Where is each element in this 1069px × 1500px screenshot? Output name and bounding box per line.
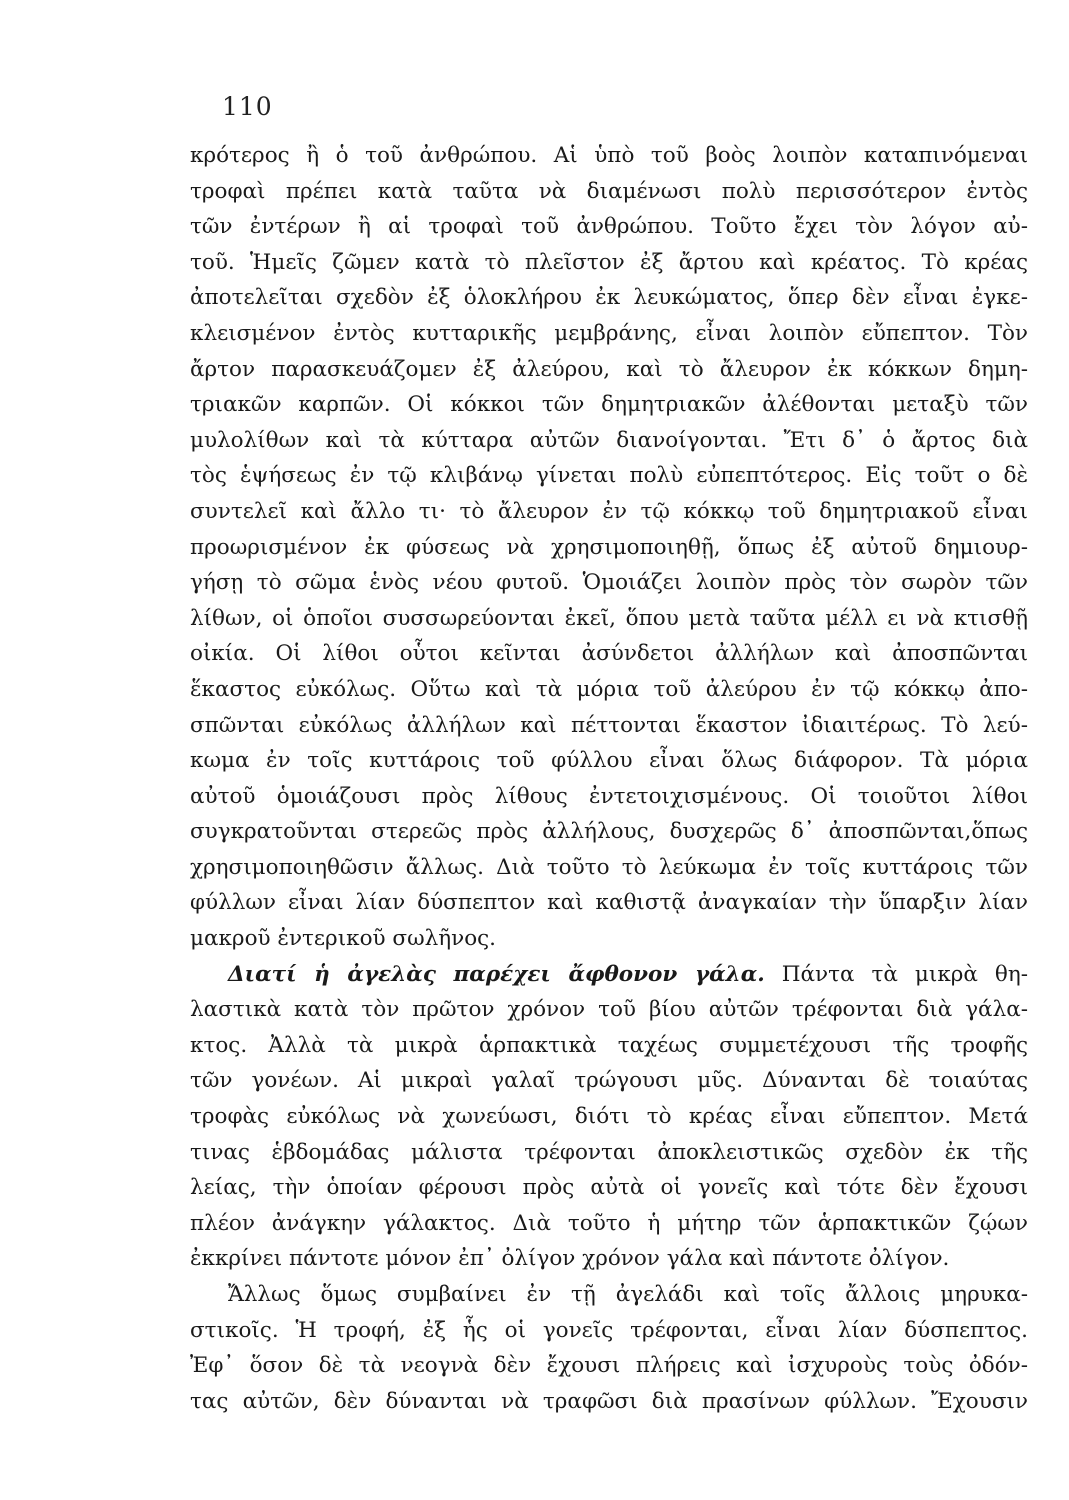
text-line: λαστικὰ κατὰ τὸν πρῶτον χρόνον τοῦ βίου αὐτῶν τρέφονται διὰ γάλα- — [190, 997, 1028, 1023]
text-line: κλεισμένον ἐντὸς κυτταρικῆς μεμβράνης, εἶναι λοιπὸν εὔπεπτον. Τὸν — [190, 320, 1028, 346]
text-line: λείας, τὴν ὁποίαν φέρουσι πρὸς αὐτὰ οἱ γονεῖς καὶ τότε δὲν ἔχουσι — [190, 1175, 1028, 1201]
text-line: γήσῃ τὸ σῶμα ἑνὸς νέου φυτοῦ. Ὁμοιάζει λοιπὸν πρὸς τὸν σωρὸν τῶν — [190, 570, 1028, 596]
text-line: μυλολίθων καὶ τὰ κύτταρα αὐτῶν διανοίγονται. Ἔτι δ᾽ ὁ ἄρτος διὰ — [190, 427, 1028, 453]
text-line: τοῦ. Ἡμεῖς ζῶμεν κατὰ τὸ πλεῖστον ἐξ ἄρτου καὶ κρέατος. Τὸ κρέας — [190, 249, 1028, 275]
text-line: οἰκία. Οἱ λίθοι οὗτοι κεῖνται ἀσύνδετοι ἀλλήλων καὶ ἀποσπῶνται — [190, 641, 1028, 667]
text-line: σπῶνται εὐκόλως ἀλλήλων καὶ πέττονται ἕκαστον ἰδιαιτέρως. Τὸ λεύ- — [190, 712, 1028, 738]
text-line: Ἐφ᾽ ὅσον δὲ τὰ νεογνὰ δὲν ἔχουσι πλήρεις καὶ ἰσχυροὺς τοὺς ὀδόν- — [190, 1353, 1028, 1379]
text-line: τῶν ἐντέρων ἢ αἱ τροφαὶ τοῦ ἀνθρώπου. Τοῦτο ἔχει τὸν λόγον αὐ- — [190, 214, 1028, 240]
text-line: ἄρτον παρασκευάζομεν ἐξ ἀλεύρου, καὶ τὸ ἄλευρον ἐκ κόκκων δημη- — [190, 356, 1028, 382]
text-line: τῶν γονέων. Αἱ μικραὶ γαλαῖ τρώγουσι μῦς. Δύνανται δὲ τοιαύτας — [190, 1068, 1028, 1094]
text-line: τας αὐτῶν, δὲν δύνανται νὰ τραφῶσι διὰ πρασίνων φύλλων. Ἔχουσιν — [190, 1388, 1028, 1414]
text-line: τινας ἑβδομάδας μάλιστα τρέφονται ἀποκλειστικῶς σχεδὸν ἐκ τῆς — [190, 1139, 1028, 1165]
text-line: χρησιμοποιηθῶσιν ἄλλως. Διὰ τοῦτο τὸ λεύκωμα ἐν τοῖς κυττάροις τῶν — [190, 854, 1028, 880]
text-line: πλέον ἀνάγκην γάλακτος. Διὰ τοῦτο ἡ μήτηρ τῶν ἁρπακτικῶν ζῴων — [190, 1210, 1028, 1236]
section-heading-continuation: Πάντα τὰ μικρὰ θη- — [781, 961, 1028, 987]
text-line: φύλλων εἶναι λίαν δύσπεπτον καὶ καθιστᾷ ἀναγκαίαν τὴν ὕπαρξιν λίαν — [190, 890, 1028, 916]
text-line: προωρισμένον ἐκ φύσεως νὰ χρησιμοποιηθῇ, ὅπως ἐξ αὐτοῦ δημιουρ- — [190, 534, 1028, 560]
text-line: μακροῦ ἐντερικοῦ σωλῆνος. — [190, 926, 497, 952]
text-line: στικοῖς. Ἡ τροφή, ἐξ ἧς οἱ γονεῖς τρέφονται, εἶναι λίαν δύσπεπτος. — [190, 1317, 1028, 1343]
text-line: αὐτοῦ ὁμοιάζουσι πρὸς λίθους ἐντετοιχισμένους. Οἱ τοιοῦτοι λίθοι — [190, 783, 1028, 809]
section-heading: Διατί ἡ ἀγελὰς παρέχει ἄφθονον γάλα. — [228, 961, 765, 987]
text-line: τὸς ἑψήσεως ἐν τῷ κλιβάνῳ γίνεται πολὺ εὐπεπτότερος. Εἰς τοῦτ ο δὲ — [190, 463, 1028, 489]
text-line: τριακῶν καρπῶν. Οἱ κόκκοι τῶν δημητριακῶν ἀλέθονται μεταξὺ τῶν — [190, 392, 1028, 418]
section-heading-line — [190, 957, 1028, 993]
text-line: ἀποτελεῖται σχεδὸν ἐξ ὁλοκλήρου ἐκ λευκώματος, ὅπερ δὲν εἶναι ἐγκε- — [190, 285, 1028, 311]
body-text — [190, 138, 1028, 1419]
text-line: κωμα ἐν τοῖς κυττάροις τοῦ φύλλου εἶναι ὅλως διάφορον. Τὰ μόρια — [190, 748, 1028, 774]
text-line: συγκρατοῦνται στερεῶς πρὸς ἀλλήλους, δυσχερῶς δ᾽ ἀποσπῶνται,ὅπως — [190, 819, 1028, 845]
paragraph-first-line: Ἄλλως ὅμως συμβαίνει ἐν τῇ ἀγελάδι καὶ τοῖς ἄλλοις μηρυκα- — [228, 1282, 1028, 1307]
page-number: 110 — [222, 92, 273, 121]
text-line: κρότερος ἢ ὁ τοῦ ἀνθρώπου. Αἱ ὑπὸ τοῦ βοὸς λοιπὸν καταπινόμεναι — [190, 143, 1028, 168]
text-line: ἕκαστος εὐκόλως. Οὕτω καὶ τὰ μόρια τοῦ ἀλεύρου ἐν τῷ κόκκῳ ἀπο- — [190, 676, 1028, 702]
text-line: συντελεῖ καὶ ἄλλο τι· τὸ ἄλευρον ἐν τῷ κόκκῳ τοῦ δημητριακοῦ εἶναι — [190, 498, 1028, 524]
text-line: τροφαὶ πρέπει κατὰ ταῦτα νὰ διαμένωσι πολὺ περισσότερον ἐντὸς — [190, 178, 1028, 204]
text-line: τροφὰς εὐκόλως νὰ χωνεύωσι, διότι τὸ κρέας εἶναι εὔπεπτον. Μετά — [190, 1104, 1028, 1130]
text-line: λίθων, οἱ ὁποῖοι συσσωρεύονται ἐκεῖ, ὅπου μετὰ ταῦτα μέλλ ει νὰ κτισθῇ — [190, 605, 1028, 631]
text-line: κτος. Ἀλλὰ τὰ μικρὰ ἁρπακτικὰ ταχέως συμμετέχουσι τῆς τροφῆς — [190, 1032, 1028, 1058]
text-line: ἐκκρίνει πάντοτε μόνον ἐπ᾽ ὀλίγον χρόνον γάλα καὶ πάντοτε ὀλίγον. — [190, 1246, 950, 1272]
